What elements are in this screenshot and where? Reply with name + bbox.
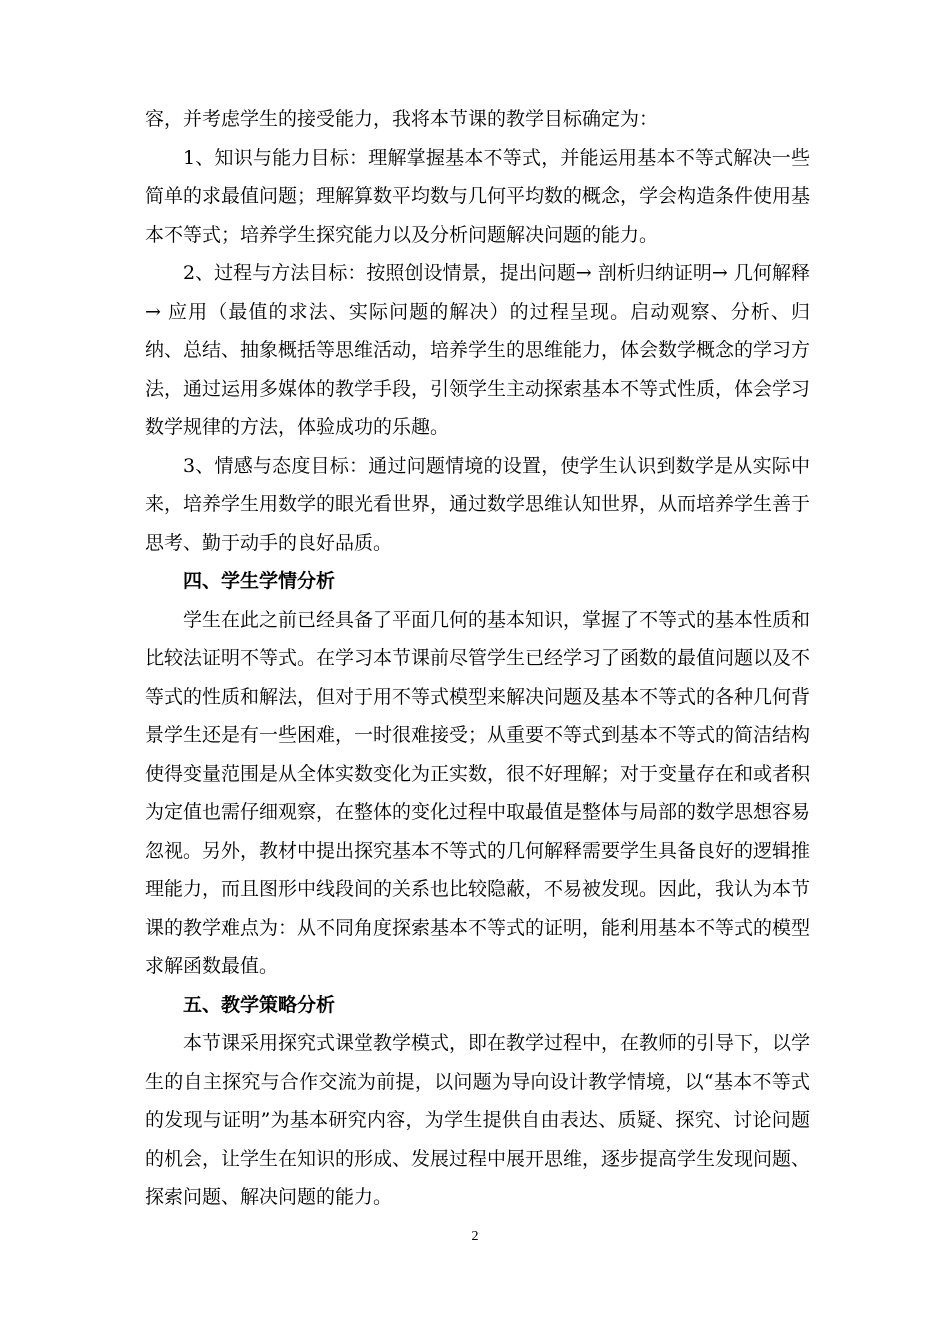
paragraph-emotion-goal: 3、情感与态度目标：通过问题情境的设置，使学生认识到数学是从实际中来，培养学生用数学的眼光看世界，通过数学思维认知世界，从而培养学生善于思考、勤于动手的良好品质。 bbox=[145, 454, 811, 554]
section-heading-student-analysis: 四、学生学情分析 bbox=[183, 570, 336, 592]
paragraph-process-goal: 2、过程与方法目标：按照创设情景，提出问题→ 剖析归纳证明→ 几何解释→ 应用（最值的求法、实际问题的解决）的过程呈现。启动观察、分析、归纳、总结、抽象概括等思维活动，培养学生的思维能力，体会数学概念的学习方法，通过运用多媒体的教学手段，引领学生主动探索基本不等式性质，体会学习数学规律的方法，体验成功的乐趣。 bbox=[145, 262, 811, 438]
paragraph-strategy-analysis: 本节课采用探究式课堂教学模式，即在教学过程中，在教师的引导下，以学生的自主探究与合作交流为前提，以问题为导向设计教学情境，以“基本不等式的发现与证明”为基本研究内容，为学生提供自由表达、质疑、探究、讨论问题的机会，让学生在知识的形成、发展过程中展开思维，逐步提高学生发现问题、探索问题、解决问题的能力。 bbox=[145, 1032, 811, 1208]
page-body bbox=[145, 100, 810, 1217]
page-number: 2 bbox=[471, 1229, 479, 1244]
paragraph-continued: 容，并考虑学生的接受能力，我将本节课的教学目标确定为： bbox=[145, 108, 659, 130]
section-heading-strategy-analysis: 五、教学策略分析 bbox=[183, 993, 336, 1016]
paragraph-student-analysis: 学生在此之前已经具备了平面几何的基本知识，掌握了不等式的基本性质和比较法证明不等式。在学习本节课前尽管学生已经学习了函数的最值问题以及不等式的性质和解法，但对于用不等式模型来解决问题及基本不等式的各种几何背景学生还是有一些困难，一时很难接受；从重要不等式到基本不等式的简洁结构使得变量范围是从全体实数变化为正实数，很不好理解；对于变量存在和或者积为定值也需仔细观察，在整体的变化过程中取最值是整体与局部的数学思想容易忽视。另外，教材中提出探究基本不等式的几何解释需要学生具备良好的逻辑推理能力，而且图形中线段间的关系也比较隐蔽，不易被发现。因此，我认为本节课的教学难点为：从不同角度探索基本不等式的证明，能利用基本不等式的模型求解函数最值。 bbox=[145, 608, 811, 977]
paragraph-knowledge-goal: 1、知识与能力目标：理解掌握基本不等式，并能运用基本不等式解决一些简单的求最值问题；理解算数平均数与几何平均数的概念，学会构造条件使用基本不等式；培养学生探究能力以及分析问题解决问题的能力。 bbox=[145, 146, 811, 246]
